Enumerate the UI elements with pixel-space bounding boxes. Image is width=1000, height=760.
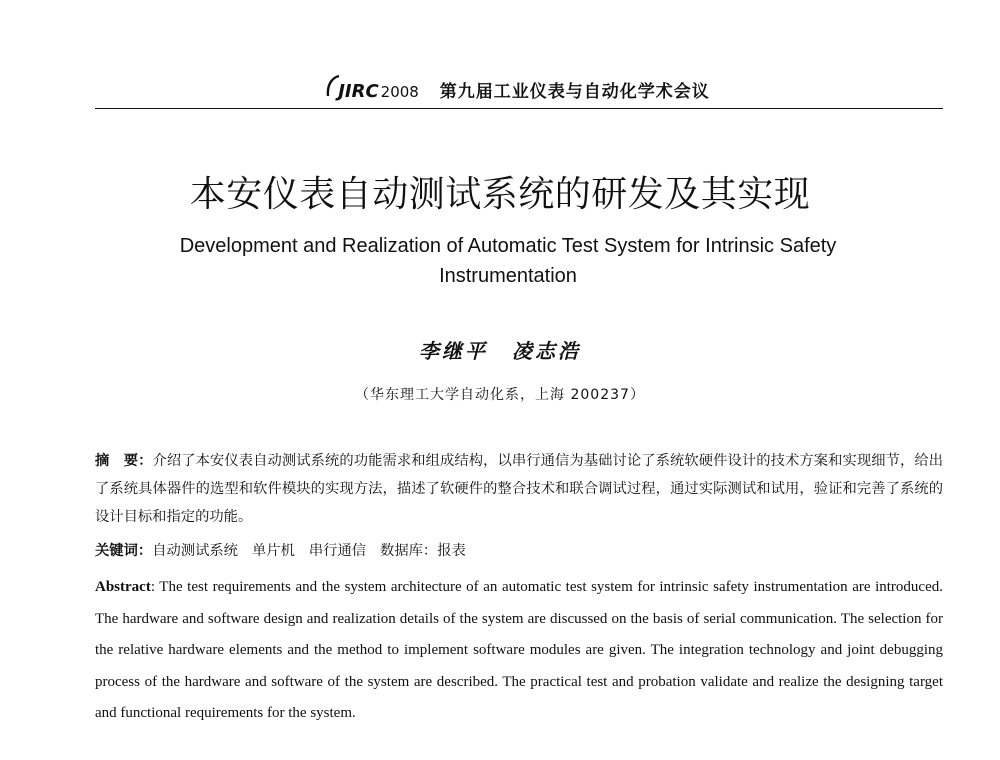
paper-title-en-line2: Instrumentation	[439, 265, 577, 287]
abstract-en-label: Abstract	[95, 579, 151, 595]
keywords-label: 关键词：	[95, 543, 153, 559]
abstract-en	[95, 572, 943, 730]
keywords	[95, 537, 943, 565]
abstract-cn-text: 介绍了本安仪表自动测试系统的功能需求和组成结构，以串行通信为基础讨论了系统软硬件设计的技术方案和实现细节，给出了系统具体器件的选型和软件模块的实现方法，描述了软硬件的整合技术和联合调试过程，通过实际测试和试用，验证和完善了系统的设计目标和指定的功能。	[95, 453, 943, 525]
running-header	[95, 80, 943, 104]
author-name: 凌志浩	[511, 339, 581, 363]
paper-title-cn: 本安仪表自动测试系统的研发及其实现	[189, 174, 811, 215]
keyword-item: 数据库：报表	[380, 543, 466, 559]
abstract-cn-label: 摘 要：	[95, 453, 153, 469]
keyword-item: 自动测试系统	[152, 543, 238, 559]
abstract-cn	[95, 447, 943, 531]
author-affiliation: （华东理工大学自动化系，上海 200237）	[355, 387, 645, 403]
logo-text: JIRC	[338, 81, 379, 102]
abstract-en-text: : The test requirements and the system architecture of an automatic test system for intrinsic safety instrumentation are introduced. The hardware and software design and realization details of the system are discussed on the basis of serial communication. The selection for the relative hardware elements and the method to implement software modules are given. The integration technology and joint debugging process of the hardware and software of the system are described. The practical test and probation validate and realize the designing target and functional requirements for the system.	[95, 579, 943, 721]
paper-title-en	[120, 231, 896, 291]
conference-name: 第九届工业仪表与自动化学术会议	[439, 82, 710, 102]
keyword-item: 串行通信	[308, 543, 367, 559]
logo-year: 2008	[380, 83, 419, 101]
logo-swoosh-icon	[325, 74, 341, 98]
conference-logo	[328, 80, 378, 104]
author-name: 李继平	[419, 339, 489, 363]
keyword-item: 单片机	[251, 543, 295, 559]
header-rule	[95, 108, 943, 109]
author-list	[0, 337, 1000, 365]
paper-title-en-line1: Development and Realization of Automatic Test System for Intrinsic Safety	[179, 235, 837, 257]
